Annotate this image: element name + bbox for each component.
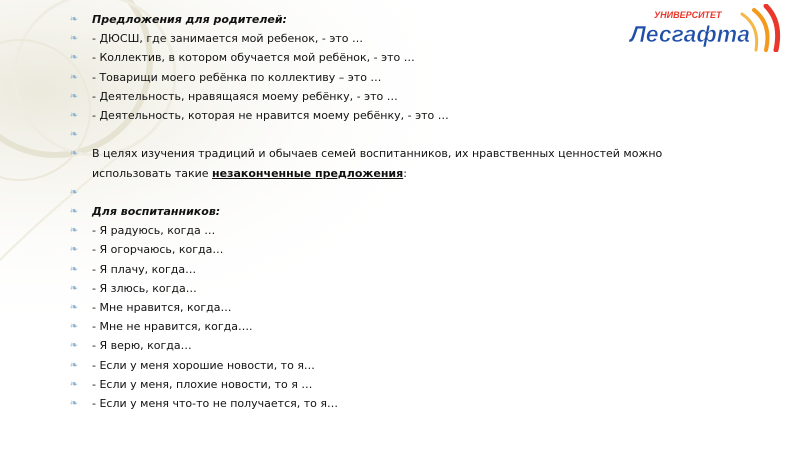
bullet-icon: ❧ [69, 186, 79, 198]
paragraph-emphasis: незаконченные предложения [212, 166, 404, 180]
bullet-icon: ❧ [69, 244, 79, 256]
logo-brand-name: Лесгафта [630, 21, 751, 47]
paragraph-colon: : [403, 166, 407, 180]
list-line [66, 221, 706, 240]
bullet-icon: ❧ [69, 302, 79, 314]
list-line [66, 202, 706, 221]
list-line [66, 87, 706, 106]
list-line [66, 356, 706, 375]
parents-item: - Деятельность, которая не нравится моему ребёнку, - это … [92, 109, 449, 123]
parents-item: - ДЮСШ, где занимается мой ребенок, - это … [92, 32, 363, 46]
parents-heading: Предложения для родителей: [92, 13, 287, 26]
pupils-item: - Мне не нравится, когда…. [92, 320, 253, 334]
logo-university-label: УНИВЕРСИТЕТ [654, 10, 722, 20]
bullet-icon: ❧ [69, 129, 79, 141]
list-line [66, 298, 706, 317]
bullet-icon: ❧ [69, 206, 79, 217]
list-line [66, 68, 706, 87]
bullet-icon: ❧ [69, 110, 79, 122]
list-line [66, 48, 706, 67]
bullet-icon: ❧ [69, 90, 79, 102]
list-line [66, 29, 706, 48]
list-line [66, 10, 706, 29]
slide-content [66, 10, 706, 413]
pupils-item: - Если у меня что-то не получается, то я… [92, 397, 339, 411]
list-line [66, 336, 706, 355]
empty-line [66, 183, 706, 202]
list-line [66, 260, 706, 279]
pupils-item: - Если у меня, плохие новости, то я … [92, 377, 313, 391]
bullet-icon: ❧ [69, 282, 79, 294]
pupils-heading: Для воспитанников: [92, 205, 221, 218]
list-line [66, 317, 706, 336]
parents-item: - Товарищи моего ребёнка по коллективу – это … [92, 70, 382, 84]
list-line [66, 106, 706, 125]
paragraph-line [66, 144, 706, 182]
bullet-icon: ❧ [69, 52, 79, 64]
pupils-item: - Я радуюсь, когда … [92, 224, 216, 238]
empty-line [66, 125, 706, 144]
bullet-icon: ❧ [69, 33, 79, 45]
bullet-icon: ❧ [69, 398, 79, 410]
list-line [66, 375, 706, 394]
list-line [66, 394, 706, 413]
bullet-icon: ❧ [69, 225, 79, 237]
parents-item: - Коллектив, в котором обучается мой ребёнок, - это … [92, 51, 415, 65]
bullet-icon: ❧ [69, 263, 79, 275]
bullet-icon: ❧ [69, 321, 79, 333]
bullet-icon: ❧ [69, 71, 79, 83]
pupils-item: - Я верю, когда… [92, 339, 192, 353]
bullet-icon: ❧ [69, 359, 79, 371]
pupils-item: - Мне нравится, когда… [92, 301, 232, 315]
bullet-icon: ❧ [69, 14, 79, 25]
paragraph-text: В целях изучения традиций и обычаев семей воспитанников, их нравственных ценностей можно использовать такие [92, 147, 663, 180]
list-line [66, 240, 706, 259]
pupils-item: - Если у меня хорошие новости, то я… [92, 358, 315, 372]
pupils-item: - Я плачу, когда… [92, 262, 197, 276]
bullet-icon: ❧ [69, 340, 79, 352]
list-line [66, 279, 706, 298]
pupils-item: - Я злюсь, когда… [92, 281, 197, 295]
bullet-icon: ❧ [69, 378, 79, 390]
bullet-icon: ❧ [69, 148, 79, 160]
pupils-item: - Я огорчаюсь, когда… [92, 243, 224, 257]
parents-item: - Деятельность, нравящаяся моему ребёнку, - это … [92, 89, 398, 103]
